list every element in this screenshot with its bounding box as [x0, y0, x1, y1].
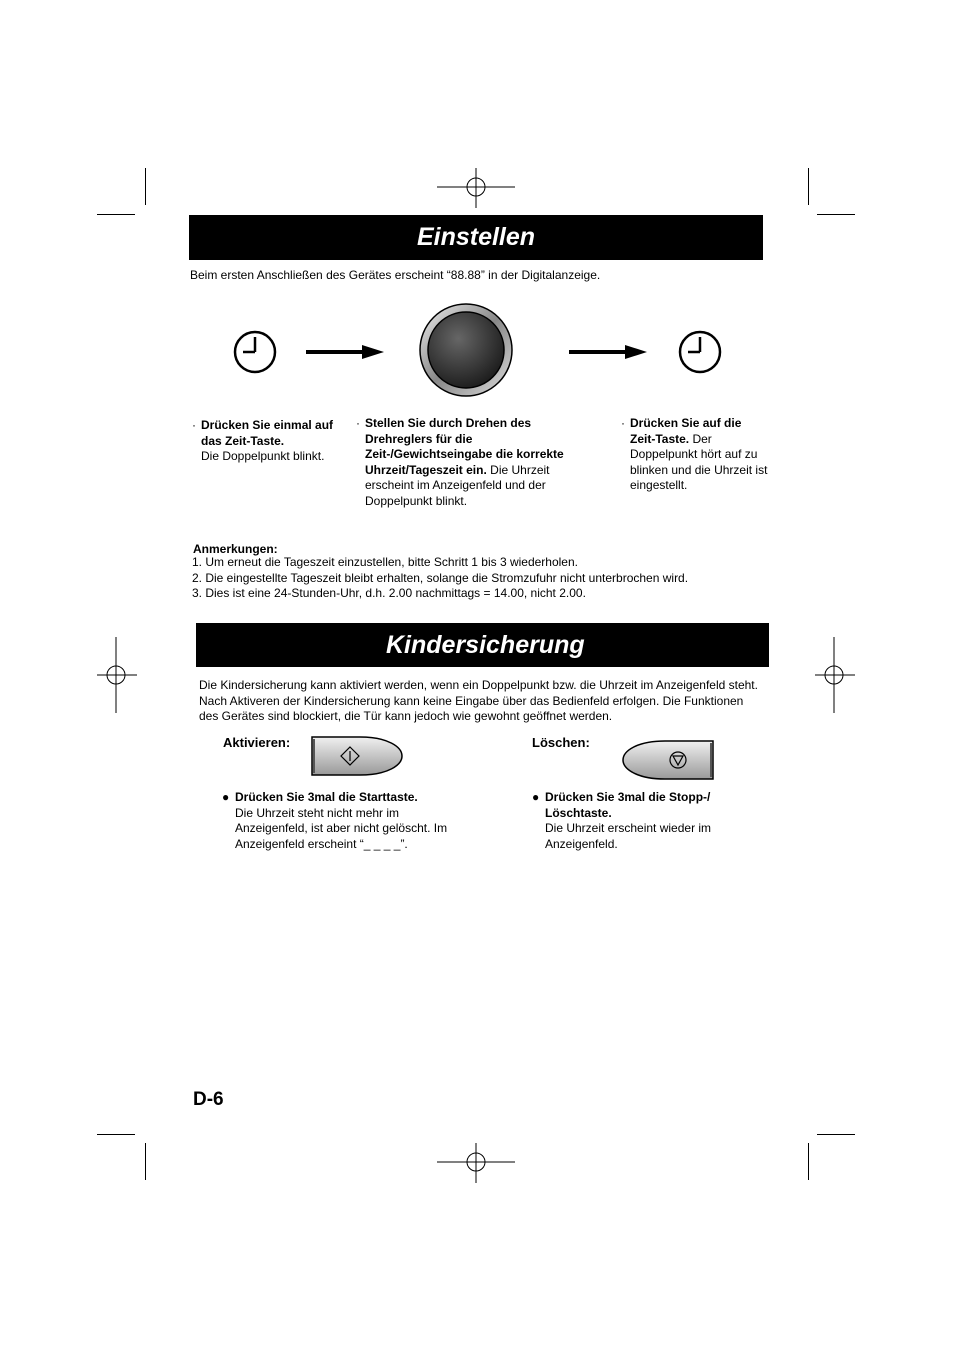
bullet-icon: · [621, 416, 625, 430]
step-1-text: Die Doppelpunkt blinkt. [201, 449, 325, 463]
step-1 [192, 418, 341, 465]
bullet-icon: · [356, 416, 360, 430]
stop-button-icon[interactable] [621, 739, 717, 781]
crop-mark [145, 168, 146, 205]
bullet-icon: ● [222, 790, 230, 804]
step-2 [356, 416, 565, 509]
note-item: 2. Die eingestellte Tageszeit bleibt erhalten, solange die Stromzufuhr nicht unterbrochen wird. [192, 570, 689, 585]
arrow-right-icon [306, 344, 384, 360]
step-3-bold: Drücken Sie auf die Zeit-Taste. [630, 416, 742, 446]
step-1-bold: Drücken Sie einmal auf das Zeit-Taste. [201, 418, 334, 448]
crop-mark [808, 168, 809, 205]
registration-mark-top [437, 168, 515, 208]
delete-label: Löschen: [532, 735, 590, 750]
crop-mark [817, 1134, 855, 1135]
crop-mark [97, 1134, 135, 1135]
notes-list [192, 555, 792, 602]
section-title-kindersicherung [196, 623, 769, 667]
crop-mark [808, 1143, 809, 1180]
registration-mark-left [97, 637, 137, 713]
activate-step [222, 790, 465, 852]
activate-text: Die Uhrzeit steht nicht mehr im Anzeigenfeld, ist aber nicht gelöscht. Im Anzeigenfeld erscheint “_ _ _ _”. [235, 805, 448, 851]
arrow-right-icon [569, 344, 647, 360]
note-item: 3. Dies ist eine 24-Stunden-Uhr, d.h. 2.00 nachmittags = 14.00, nicht 2.00. [192, 586, 586, 600]
activate-label: Aktivieren: [223, 735, 291, 750]
step-2-text: Die Uhrzeit erscheint im Anzeigenfeld und der Doppelpunkt blinkt. [365, 462, 550, 508]
step-3 [621, 416, 770, 494]
section-title-text: Kindersicherung [386, 630, 585, 659]
note-item: 1. Um erneut die Tageszeit einzustellen, bitte Schritt 1 bis 3 wiederholen. [192, 555, 578, 569]
delete-step [532, 790, 745, 852]
clock-icon [677, 329, 723, 375]
start-button-icon[interactable] [310, 735, 404, 777]
section-title-text: Einstellen [416, 223, 536, 251]
section-intro: Die Kindersicherung kann aktiviert werden, wenn ein Doppelpunkt bzw. die Uhrzeit im Anzeigenfeld steht. Nach Aktiveren der Kindersicherung kann keine Eingabe über das Bedienfeld erfolgen. Die Funktionen des Gerätes sind blockiert, die Tür kann jedoch wie gewohnt geöffnet werden. [199, 678, 758, 723]
step-3-text: Der Doppelpunkt hört auf zu blinken und die Uhrzeit ist eingestellt. [630, 431, 768, 492]
crop-mark [817, 214, 855, 215]
bullet-icon: ● [532, 790, 540, 804]
section-title-einstellen [189, 215, 763, 260]
step-2-bold: Stellen Sie durch Drehen des Drehreglers für die Zeit-/Gewichtseingabe die korrekte Uhrzeit/Tageszeit ein. [365, 416, 564, 477]
clock-icon [232, 329, 278, 375]
activate-bold: Drücken Sie 3mal die Starttaste. [235, 790, 418, 804]
page-number: D-6 [193, 1089, 224, 1110]
delete-bold: Drücken Sie 3mal die Stopp-/ Löschtaste. [545, 790, 711, 820]
crop-mark [145, 1143, 146, 1180]
rotary-dial-icon[interactable] [417, 302, 515, 398]
section-intro: Beim ersten Anschließen des Gerätes erscheint “88.88” in der Digitalanzeige. [190, 268, 601, 282]
bullet-icon: · [192, 418, 196, 432]
registration-mark-bottom [437, 1143, 515, 1183]
delete-text: Die Uhrzeit erscheint wieder im Anzeigenfeld. [545, 821, 712, 851]
notes-title-text: Anmerkungen: [193, 542, 278, 556]
registration-mark-right [815, 637, 855, 713]
crop-mark [97, 214, 135, 215]
